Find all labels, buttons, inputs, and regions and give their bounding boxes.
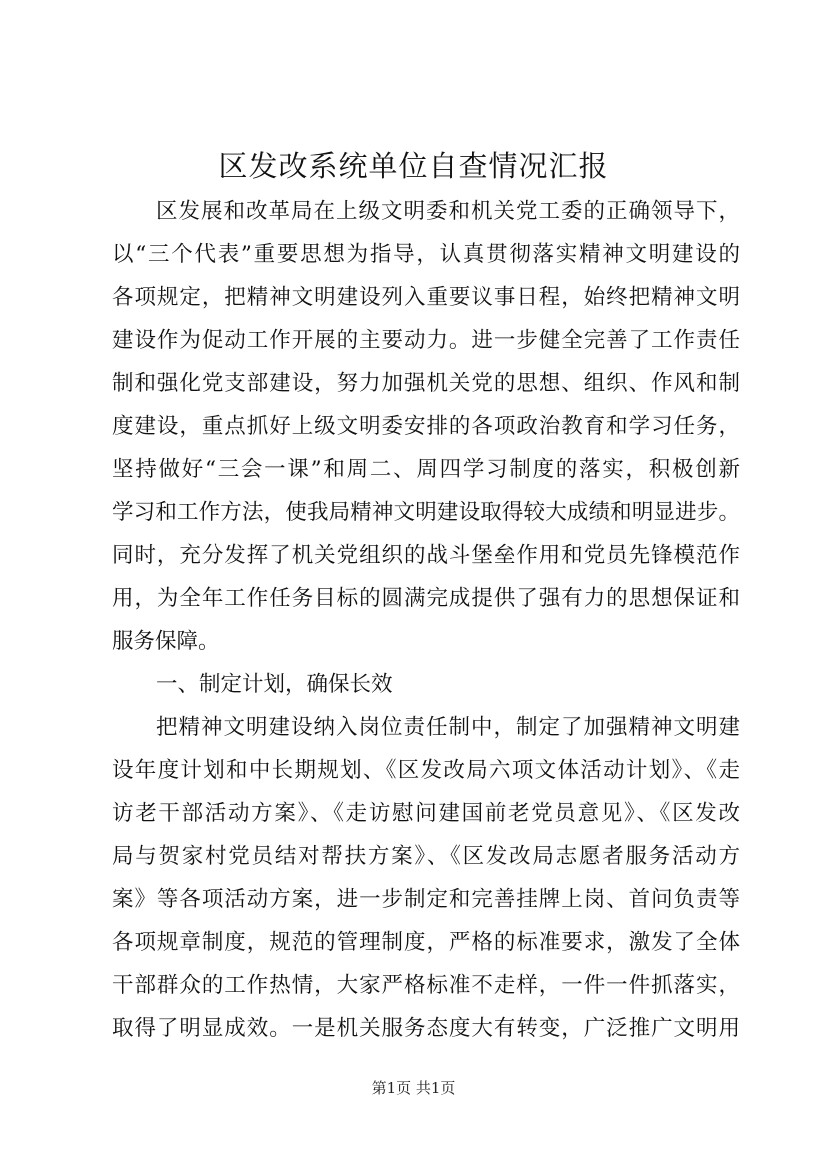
paragraph-line: 各项规定，把精神文明建设列入重要议事日程，始终把精神文明 — [112, 285, 740, 310]
paragraph-line: 用，为全年工作任务目标的圆满完成提供了强有力的思想保证和 — [112, 586, 740, 611]
paragraph-line: 建设作为促动工作开展的主要动力。进一步健全完善了工作责任 — [112, 328, 740, 353]
paragraph-line: 把精神文明建设纳入岗位责任制中，制定了加强精神文明建 — [156, 715, 740, 740]
paragraph-line: 案》等各项活动方案，进一步制定和完善挂牌上岗、首问负责等 — [112, 887, 740, 912]
paragraph-line: 以“三个代表”重要思想为指导，认真贯彻落实精神文明建设的 — [112, 242, 740, 267]
section-heading: 一、制定计划，确保长效 — [156, 672, 393, 697]
paragraph-line: 局与贺家村党员结对帮扶方案》、《区发改局志愿者服务活动方 — [112, 844, 740, 869]
paragraph-line: 各项规章制度，规范的管理制度，严格的标准要求，激发了全体 — [112, 930, 740, 955]
paragraph-line: 区发展和改革局在上级文明委和机关党工委的正确领导下， — [156, 199, 740, 224]
paragraph-line: 学习和工作方法，使我局精神文明建设取得较大成绩和明显进步。 — [112, 500, 740, 525]
paragraph-line: 取得了明显成效。一是机关服务态度大有转变，广泛推广文明用 — [112, 1016, 740, 1041]
page-number-footer: 第1页 共1页 — [371, 1079, 456, 1097]
paragraph-line: 设年度计划和中长期规划、《区发改局六项文体活动计划》、《走 — [112, 758, 740, 783]
paragraph-line: 同时，充分发挥了机关党组织的战斗堡垒作用和党员先锋模范作 — [112, 543, 740, 568]
paragraph-line: 服务保障。 — [112, 629, 220, 654]
paragraph-line: 制和强化党支部建设，努力加强机关党的思想、组织、作风和制 — [112, 371, 740, 396]
paragraph-line: 坚持做好“三会一课”和周二、周四学习制度的落实，积极创新 — [112, 457, 740, 482]
document-title: 区发改系统单位自查情况汇报 — [218, 149, 609, 183]
paragraph-line: 访老干部活动方案》、《走访慰问建国前老党员意见》、《区发改 — [112, 801, 740, 826]
paragraph-line: 度建设，重点抓好上级文明委安排的各项政治教育和学习任务， — [112, 414, 740, 439]
paragraph-line: 干部群众的工作热情，大家严格标准不走样，一件一件抓落实， — [112, 973, 740, 998]
